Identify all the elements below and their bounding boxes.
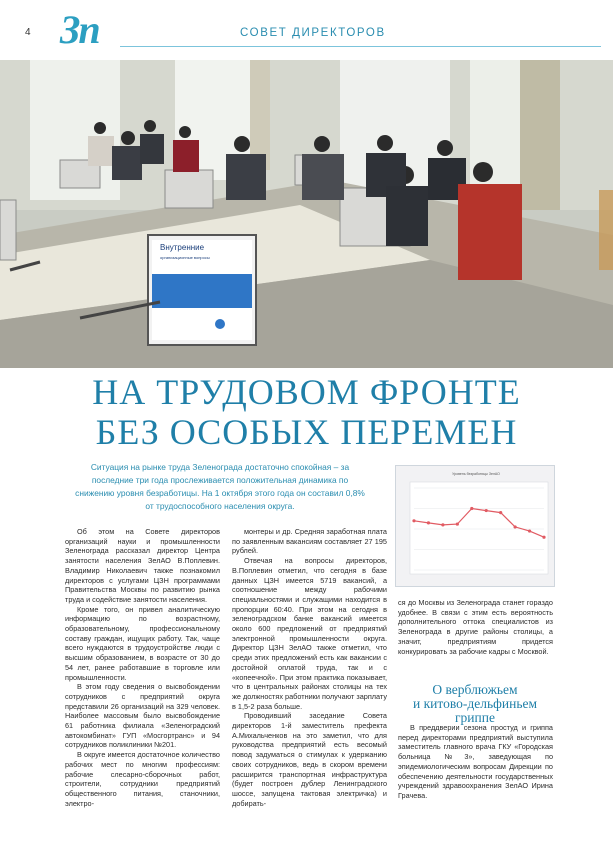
chart-point: [456, 522, 459, 525]
column-4: [398, 723, 553, 801]
col1-paragraph: Кроме того, он привел аналитическую информацию по возрастному, образовательному, профессиональному составу граждан, ищущих работу. Так, чаще всего нуждаются в трудоустройстве люди с высшим образованием, в возрасте от 30 до 54 лет, ранее работавшие в торговле или промышленности.: [65, 604, 220, 682]
chart-point: [441, 523, 444, 526]
flu-subheading: [380, 683, 570, 725]
subhead-line-3: гриппе: [455, 710, 495, 725]
header-rule: [120, 46, 601, 47]
screen-subtitle-text: организационные вопросы: [160, 255, 210, 260]
meeting-photo: [0, 60, 613, 368]
col2-paragraph: Проводивший заседание Совета директоров 1-й заместитель префекта А.Михальченков на это заметил, что для руководства предприятий есть весомый повод задуматься о стимулах к удержанию своих сотрудников, ведь в скором времени расширится транспортная инфраструктура (будет построен дублер Ленинградского шоссе, запущена тактовая электричка) и добирать-: [232, 711, 387, 808]
chart-point: [528, 529, 531, 532]
col3-paragraph: ся до Москвы из Зеленограда станет гораздо удобнее. В связи с этим есть вероятность дополнительного оттока специалистов из Зеленограда в другие районы столицы, а значит, предприятиям придется конкурировать за рабочие кадры с Москвой.: [398, 598, 553, 656]
chart-point: [470, 507, 473, 510]
chart-point: [514, 525, 517, 528]
chart-title: Уровень безработицы ЗелАО: [452, 472, 500, 476]
chart-point: [412, 519, 415, 522]
headline-line-2: БЕЗ ОСОБЫХ ПЕРЕМЕН: [95, 412, 518, 452]
col2-paragraph: Отвечая на вопросы директоров, В.Поплевин отметил, что сегодня в базе данных ЦЗН имеется 5719 вакансий, а соотношение между рабочими специальностями и служащими находится в пропорции 60:40. При этом на сегодня в зеленоградском банке вакансий имеется около 600 предложений от предприятий электронной промышленности округа. Директор ЦЗН ЗелАО также отметил, что среди этих предложений есть как вакансии с достойной оплатой труда, так и с «копеечной». При этом практика показывает, что в центральных районах столицы на тех же должностях работники получают зарплату в 1,5-2 раза больше.: [232, 556, 387, 711]
col1-paragraph: Об этом на Совете директоров организаций науки и промышленности Зеленограда рассказал директор Центра занятости населения ЗелАО В.Поплевин. Владимир Николаевич также познакомил директоров с услугами ЦЗН программами Правительства Москвы по развитию рынка труда и содействие занятости населения.: [65, 527, 220, 604]
meeting-photo-illustration: [0, 60, 613, 368]
subhead-line-1: О верблюжьем: [432, 682, 518, 697]
col1-paragraph: В этом году сведения о высвобождении сотрудников с предприятий округа представили 26 организаций на 329 человек. Наиболее массовым было высвобождение 61 работника филиала «Зеленоградский автокомбинат» ГУП «Мосгортранс» и 94 сотрудников поликлиники №201.: [65, 682, 220, 750]
section-title: СОВЕТ ДИРЕКТОРОВ: [240, 27, 386, 39]
col2-paragraph: монтеры и др. Средняя заработная плата по заявленным вакансиям составляет 27 195 рублей.: [232, 527, 387, 556]
column-3: [398, 598, 553, 656]
lead-paragraph: Ситуация на рынке труда Зеленограда достаточно спокойная – за последние три года прослеживается положительная динамика по снижению уровня безработицы. На 1 октября этого года он составил 0,8% от трудоспособного населения округа.: [75, 462, 365, 511]
subhead-line-2: и китово-дельфиньем: [412, 696, 538, 711]
chart-point: [427, 521, 430, 524]
column-2: [232, 527, 387, 808]
chart-point: [499, 511, 502, 514]
headline-line-1: НА ТРУДОВОМ ФРОНТЕ: [92, 372, 521, 412]
screen-title-text: Внутренние: [160, 243, 205, 252]
side-tab: [599, 190, 613, 270]
col1-paragraph: В округе имеется достаточное количество рабочих мест по многим профессиям: рабочие слесарно-сборочных работ, строители, сотрудники предприятий общественного питания, станочники, электро-: [65, 750, 220, 808]
chart-point: [542, 536, 545, 539]
col4-paragraph: В преддверии сезона простуд и гриппа перед директорами предприятий выступила заместитель главного врача ГКУ «Городская больница №3», заведующая по эпидемиологическим вопросам Дирекции по обеспечению деятельности государственных учреждений здравоохранения ЗелАО Ирина Грачева.: [398, 723, 553, 800]
page-number: 4: [25, 27, 31, 38]
magazine-logo: Зп: [60, 7, 99, 52]
chart-point: [485, 509, 488, 512]
column-1: [65, 527, 220, 808]
unemployment-chart: [395, 465, 555, 587]
chart-plot: [396, 466, 556, 588]
